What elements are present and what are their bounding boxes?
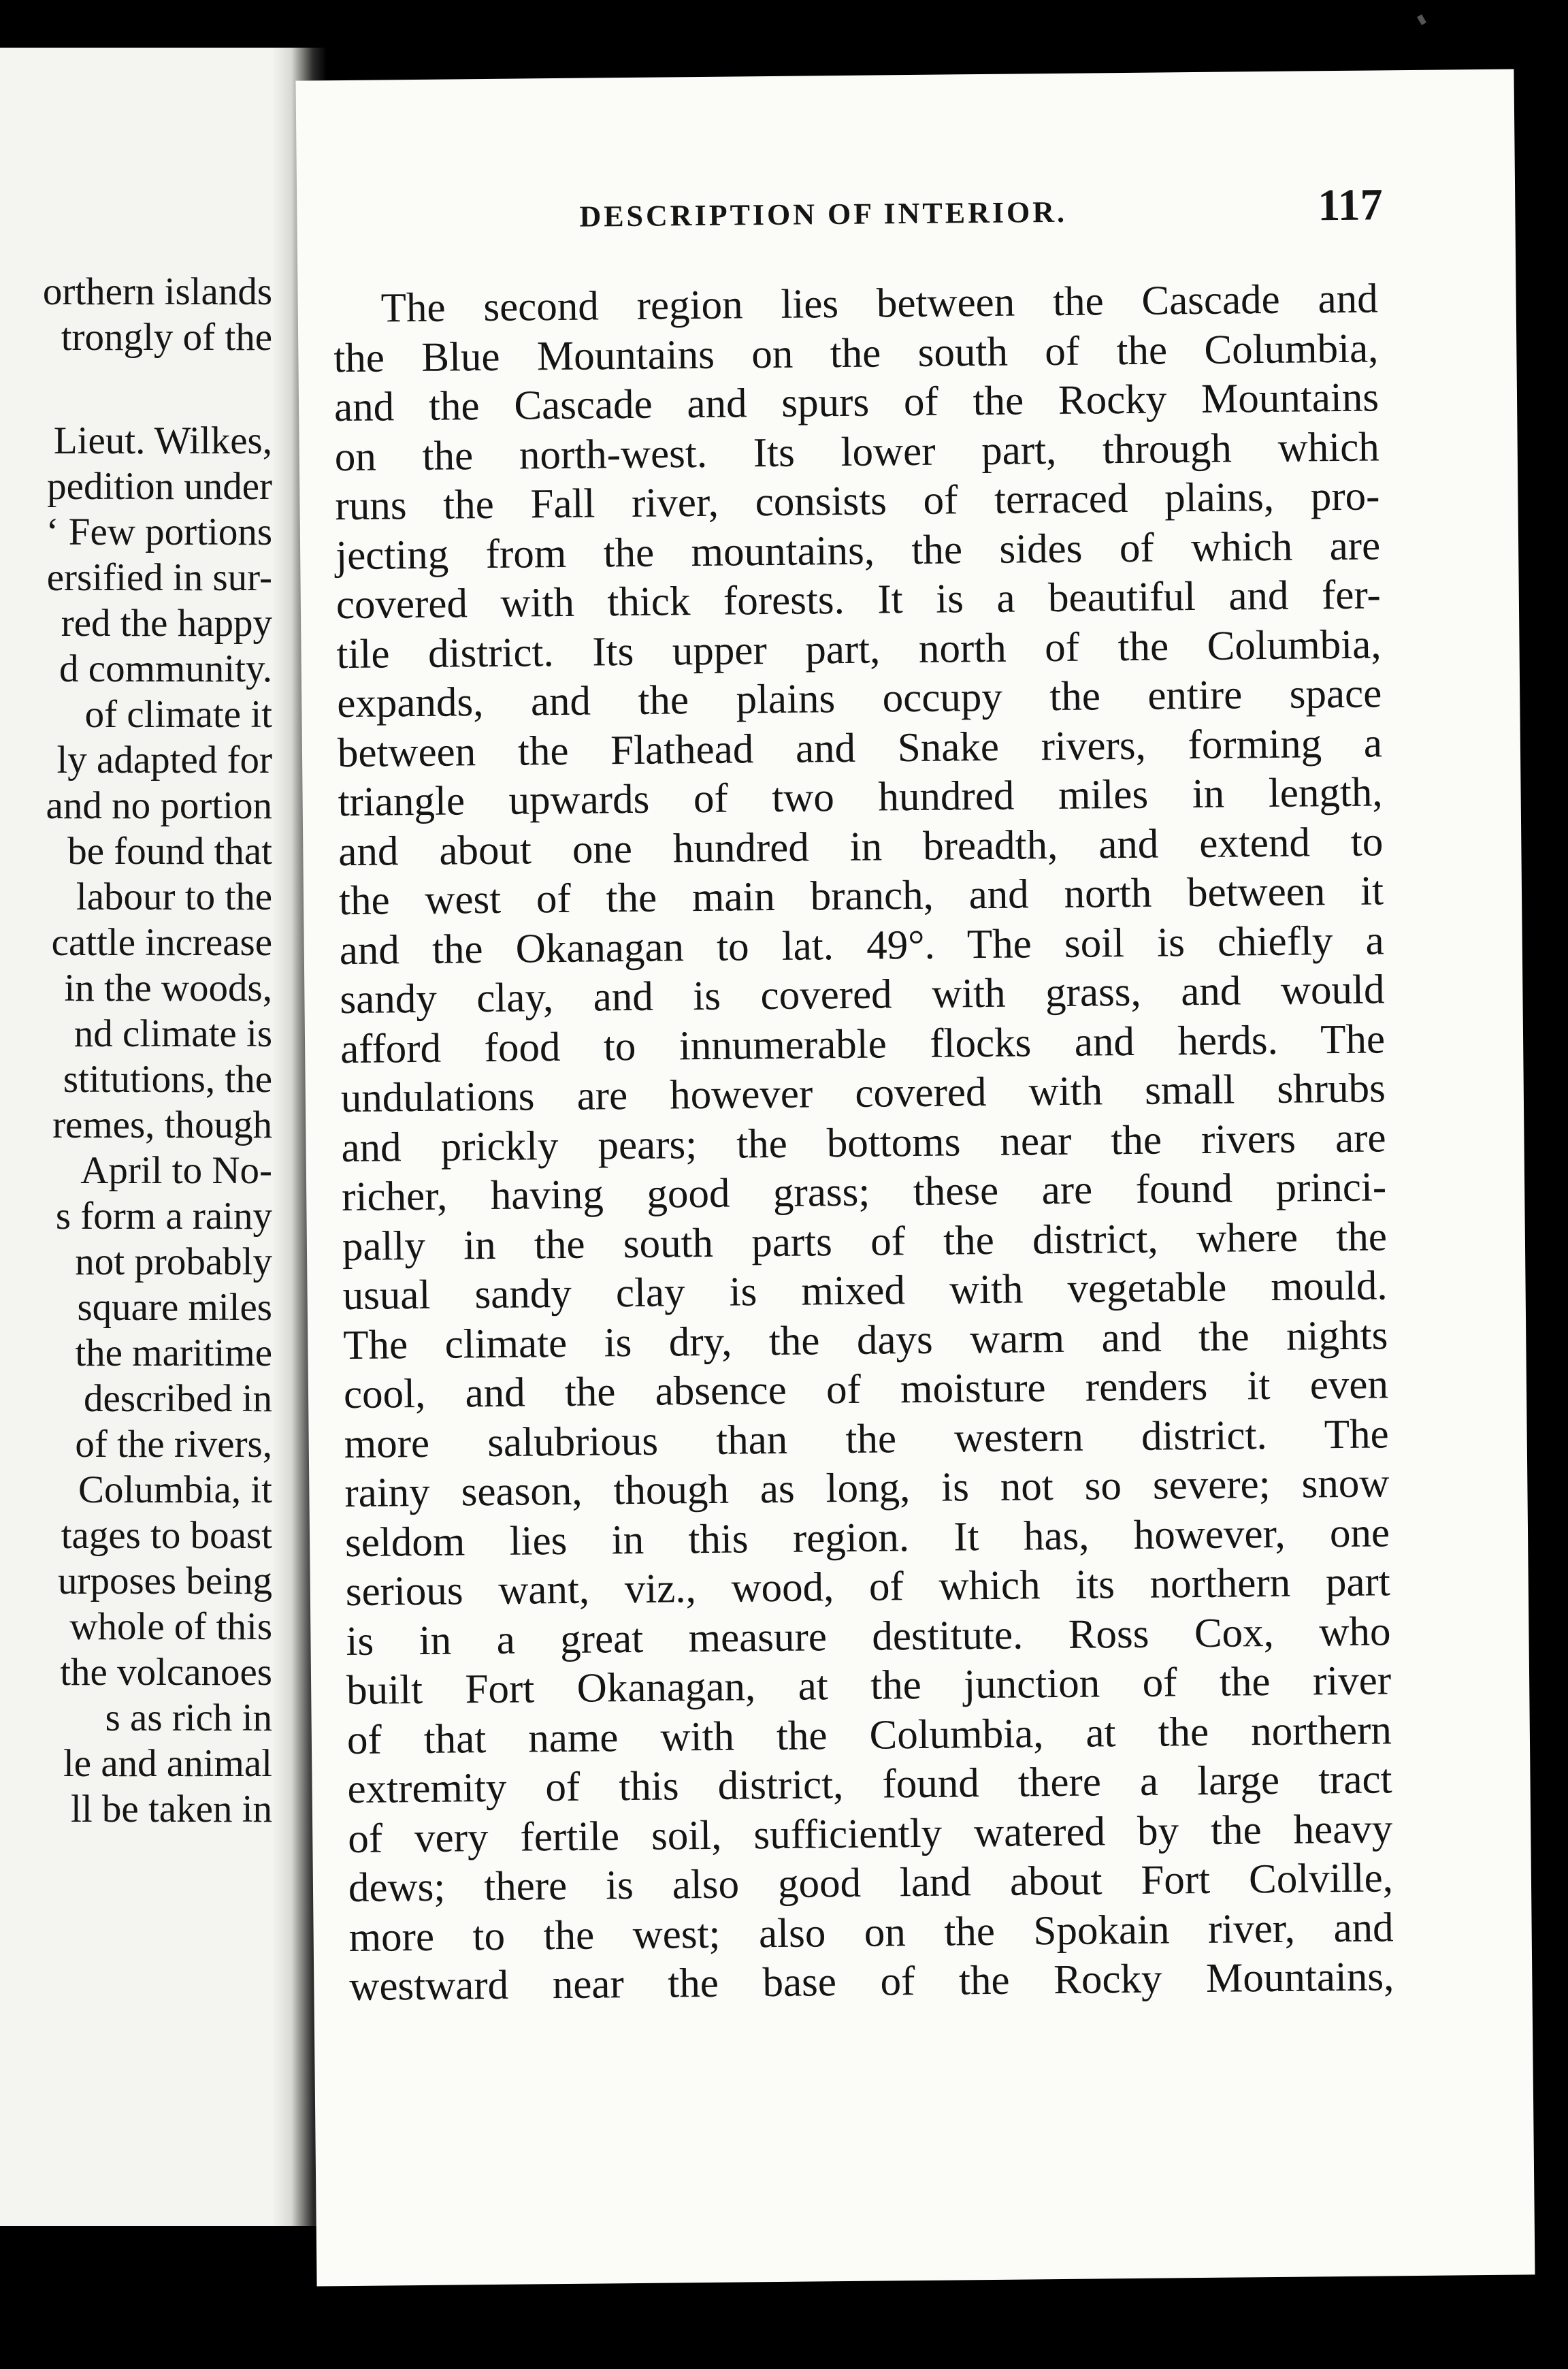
left-page-line: s as rich in: [105, 1696, 272, 1739]
left-page-line: pedition under: [47, 465, 272, 508]
body-line: and the Cascade and spurs of the Rocky Mountains: [333, 374, 1379, 431]
left-page-line: nd climate is: [74, 1012, 272, 1055]
left-page-line: of the rivers,: [75, 1423, 272, 1466]
body-line: jecting from the mountains, the sides of which are: [335, 522, 1381, 579]
body-line: of very fertile soil, sufficiently watered by the heavy: [347, 1805, 1393, 1862]
left-page-line: and no portion: [46, 784, 272, 827]
body-line: rainy season, though as long, is not so severe; snow: [344, 1460, 1390, 1517]
body-line: richer, having good grass; these are found princi-: [341, 1164, 1387, 1221]
body-line: the west of the main branch, and north between it: [338, 868, 1384, 924]
left-page-line: urposes being: [57, 1560, 272, 1602]
body-line: cool, and the absence of moisture renders it even: [343, 1361, 1389, 1418]
left-page: [0, 48, 293, 2226]
left-page-line: April to No-: [80, 1149, 272, 1192]
body-line: westward near the base of the Rocky Mountains,: [349, 1954, 1394, 2010]
left-page-line: trongly of the: [61, 316, 272, 359]
left-page-line: the maritime: [75, 1332, 272, 1374]
body-line: tile district. Its upper part, north of the Columbia,: [336, 621, 1382, 677]
left-page-line: orthern islands: [42, 270, 272, 313]
body-line: between the Flathead and Snake rivers, forming a: [337, 720, 1383, 776]
left-page-line: cattle increase: [51, 921, 272, 964]
body-line: more salubrious than the western district. The: [344, 1411, 1389, 1467]
right-page: [295, 69, 1535, 2286]
body-line: covered with thick forests. It is a beautiful and fer-: [336, 572, 1382, 628]
body-text: [333, 274, 1394, 2012]
body-line: and about one hundred in breadth, and extend to: [338, 818, 1384, 875]
body-line: dews; there is also good land about Fort Colville,: [348, 1855, 1394, 1912]
body-line: the Blue Mountains on the south of the Columbia,: [333, 325, 1379, 381]
body-line: and the Okanagan to lat. 49°. The soil is chiefly a: [339, 917, 1385, 973]
body-line: usual sandy clay is mixed with vegetable mould.: [342, 1263, 1388, 1319]
left-page-line: ly adapted for: [56, 739, 272, 781]
left-page-line: labour to the: [76, 875, 272, 918]
body-line: sandy clay, and is covered with grass, and would: [340, 967, 1385, 1023]
running-head: DESCRIPTION OF INTERIOR.: [579, 195, 1068, 233]
left-page-line: in the woods,: [64, 967, 272, 1010]
left-page-line: ersified in sur-: [46, 556, 272, 599]
left-page-line: the volcanoes: [60, 1651, 272, 1694]
left-page-line: le and animal: [63, 1742, 272, 1785]
scan-speck: [1417, 14, 1426, 25]
left-page-line: square miles: [77, 1286, 272, 1329]
left-page-line: red the happy: [61, 602, 272, 645]
left-page-line: be found that: [67, 830, 272, 873]
body-line: and prickly pears; the bottoms near the rivers are: [341, 1114, 1386, 1171]
body-line: serious want, viz., wood, of which its northern part: [345, 1559, 1391, 1615]
body-line: seldom lies in this region. It has, however, one: [344, 1509, 1390, 1566]
body-line: The second region lies between the Cascade and: [380, 276, 1378, 332]
body-line: is in a great measure destitute. Ross Cox, who: [346, 1608, 1391, 1664]
left-page-line: ll be taken in: [71, 1788, 272, 1831]
left-page-line: s form a rainy: [55, 1195, 272, 1238]
body-line: afford food to innumerable flocks and herds. The: [340, 1016, 1386, 1072]
body-line: on the north-west. Its lower part, through which: [334, 423, 1380, 480]
body-line: pally in the south parts of the district, where the: [342, 1213, 1388, 1270]
left-page-line: tages to boast: [61, 1514, 272, 1557]
body-line: expands, and the plains occupy the entire space: [336, 671, 1382, 727]
body-line: of that name with the Columbia, at the northern: [346, 1707, 1392, 1763]
body-line: runs the Fall river, consists of terraced plains, pro-: [335, 473, 1380, 530]
body-line: triangle upwards of two hundred miles in length,: [338, 769, 1383, 826]
body-line: more to the west; also on the Spokain river, and: [348, 1904, 1394, 1961]
body-line: built Fort Okanagan, at the junction of the river: [346, 1658, 1392, 1714]
left-page-line: Columbia, it: [78, 1468, 272, 1511]
left-page-line: remes, though: [52, 1103, 272, 1146]
left-page-line: whole of this: [69, 1605, 272, 1648]
left-page-line: ‘ Few portions: [46, 511, 272, 553]
body-line: The climate is dry, the days warm and the nights: [343, 1312, 1388, 1368]
body-line: extremity of this district, found there a large tract: [347, 1756, 1392, 1813]
left-page-line: stitutions, the: [63, 1058, 272, 1101]
left-page-line: of climate it: [84, 693, 272, 736]
page-number: 117: [1317, 180, 1384, 231]
body-line: undulations are however covered with small shrubs: [340, 1065, 1386, 1122]
left-page-line: d community.: [59, 647, 272, 690]
left-page-line: Lieut. Wilkes,: [53, 419, 272, 462]
left-page-line: described in: [84, 1377, 272, 1420]
left-page-line: not probably: [75, 1240, 272, 1283]
